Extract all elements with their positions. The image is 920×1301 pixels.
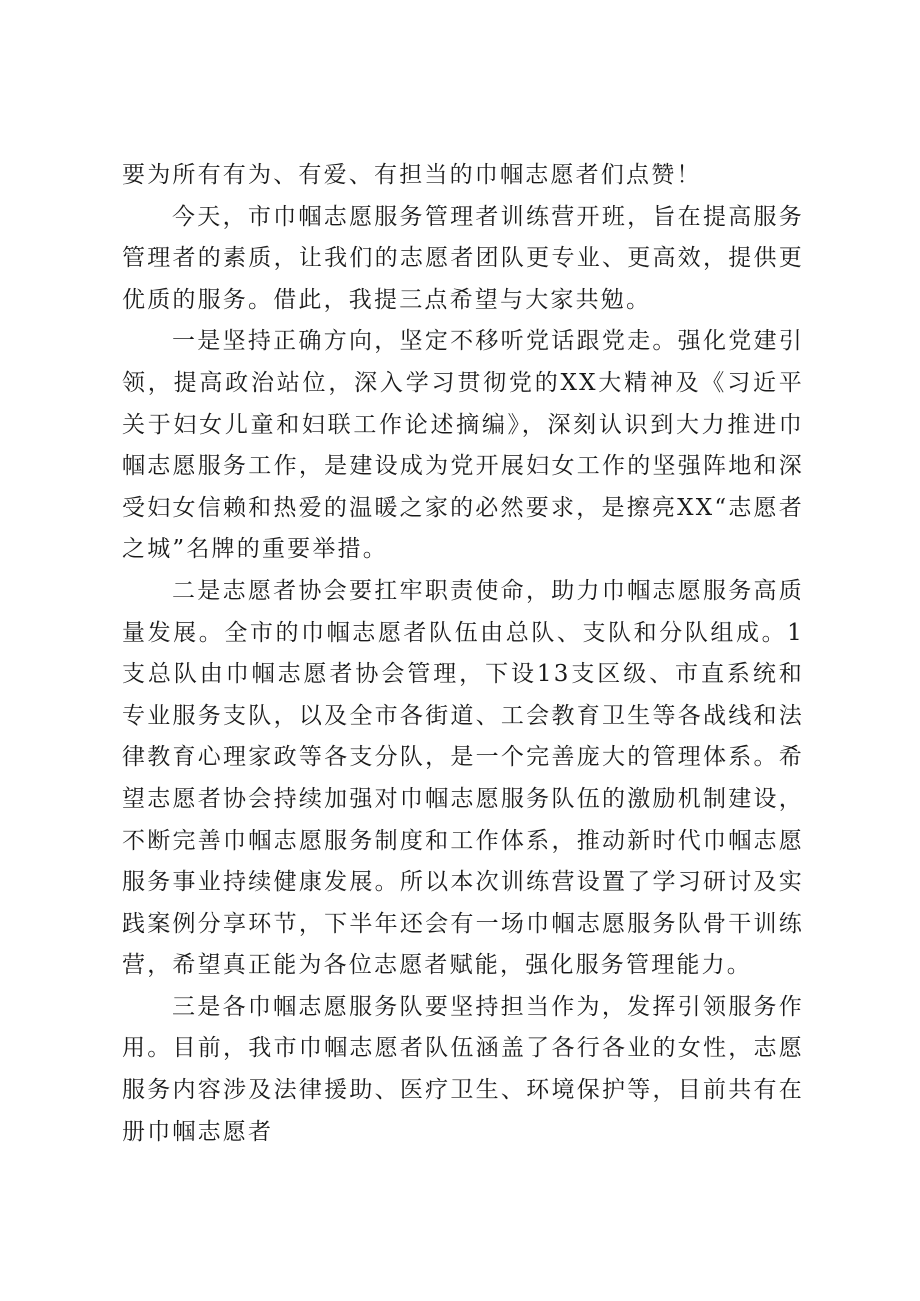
paragraph-1: 要为所有有为、有爱、有担当的巾帼志愿者们点赞！	[122, 162, 702, 188]
paragraph-3: 一是坚持正确方向，坚定不移听党话跟党走。强化党建引领，提高政治站位，深入学习贯彻党的XX大精神及《习近平关于妇女儿童和妇联工作论述摘编》，深刻认识到大力推进巾帼志愿服务工作，是建设成为党开展妇女工作的坚强阵地和深受妇女信赖和热爱的温暖之家的必然要求，是擦亮XX“志愿者之城”名牌的重要举措。	[122, 328, 804, 563]
paragraph-4: 二是志愿者协会要扛牢职责使命，助力巾帼志愿服务高质量发展。全市的巾帼志愿者队伍由总队、支队和分队组成。1支总队由巾帼志愿者协会管理，下设13支区级、市直系统和专业服务支队，以及全市各街道、工会教育卫生等各战线和法律教育心理家政等各支分队，是一个完善庞大的管理体系。希望志愿者协会持续加强对巾帼志愿服务队伍的激励机制建设，不断完善巾帼志愿服务制度和工作体系，推动新时代巾帼志愿服务事业持续健康发展。所以本次训练营设置了学习研讨及实践案例分享环节，下半年还会有一场巾帼志愿服务队骨干训练营，希望真正能为各位志愿者赋能，强化服务管理能力。	[122, 577, 804, 979]
paragraph-5: 三是各巾帼志愿服务队要坚持担当作为，发挥引领服务作用。目前，我市巾帼志愿者队伍涵盖了各行各业的女性，志愿服务内容涉及法律援助、医疗卫生、环境保护等，目前共有在册巾帼志愿者	[122, 993, 804, 1145]
paragraph-2: 今天，市巾帼志愿服务管理者训练营开班，旨在提高服务管理者的素质，让我们的志愿者团队更专业、更高效，提供更优质的服务。借此，我提三点希望与大家共勉。	[122, 203, 804, 313]
document-body	[122, 155, 804, 1153]
